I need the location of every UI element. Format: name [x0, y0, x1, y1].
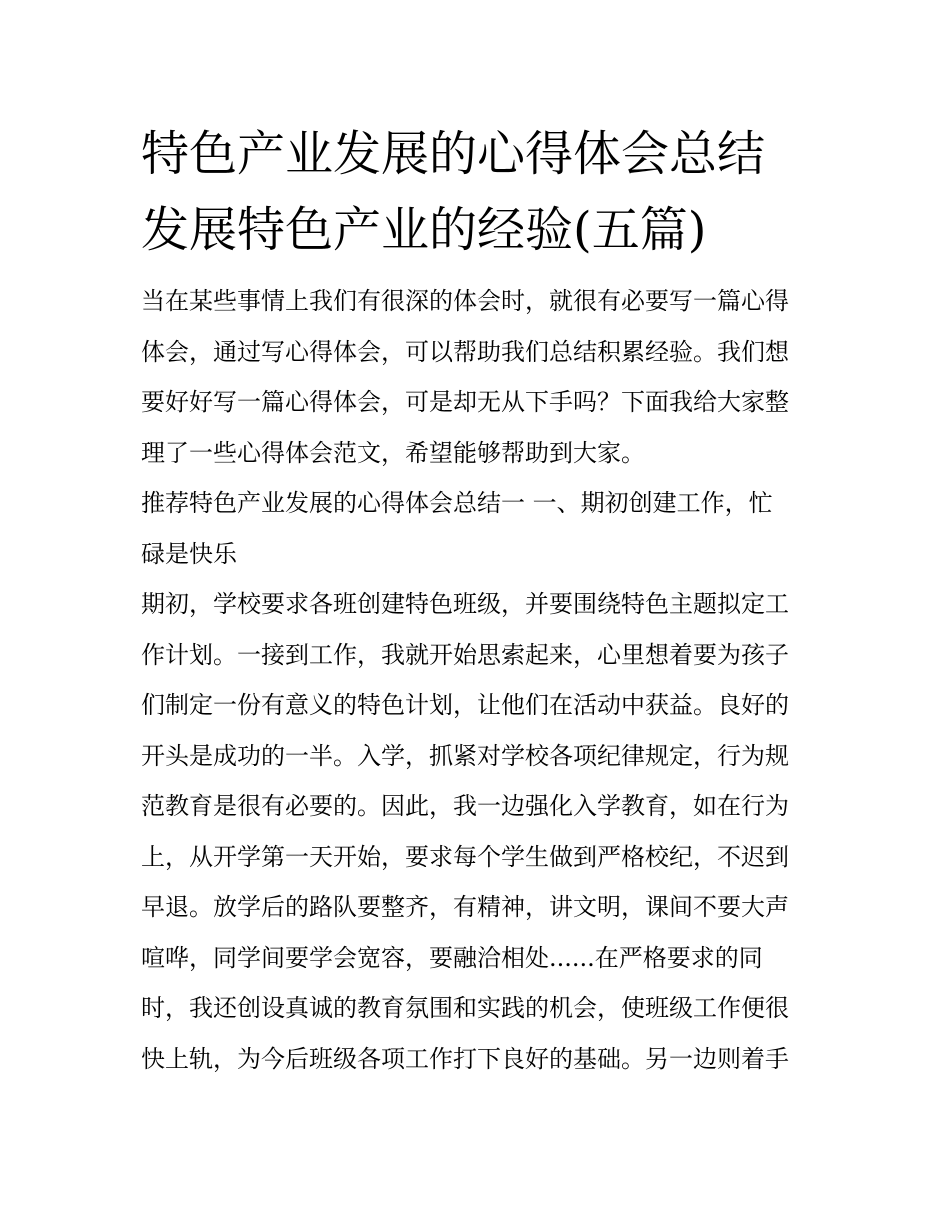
- text-line: 要好好写一篇心得体会，可是却无从下手吗？下面我给大家整: [141, 388, 789, 416]
- section-heading-paragraph: [141, 478, 816, 579]
- text-line: 推荐特色产业发展的心得体会总结一 一、期初创建工作，忙: [141, 489, 773, 517]
- document-title: [141, 116, 816, 268]
- text-line: 们制定一份有意义的特色计划，让他们在活动中获益。良好的: [141, 691, 789, 719]
- text-line: 喧哗，同学间要学会宽容，要融洽相处......在严格要求的同: [141, 943, 763, 972]
- text-line: 体会，通过写心得体会，可以帮助我们总结积累经验。我们想: [141, 337, 789, 366]
- text-line: 碌是快乐: [141, 539, 237, 568]
- text-line: 快上轨，为今后班级各项工作打下良好的基础。另一边则着手: [141, 1044, 789, 1073]
- title-line-2: 发展特色产业的经验(五篇): [141, 202, 707, 258]
- document-body: [141, 116, 816, 1084]
- text-line: 开头是成功的一半。入学，抓紧对学校各项纪律规定，行为规: [141, 741, 789, 770]
- text-line: 当在某些事情上我们有很深的体会时，就很有必要写一篇心得: [141, 287, 789, 315]
- intro-paragraph: [141, 276, 816, 478]
- text-line: 理了一些心得体会范文，希望能够帮助到大家。: [141, 438, 645, 467]
- text-line: 作计划。一接到工作，我就开始思索起来，心里想着要为孩子: [141, 640, 789, 669]
- text-line: 范教育是很有必要的。因此，我一边强化入学教育，如在行为: [141, 792, 789, 820]
- text-line: 时，我还创设真诚的教育氛围和实践的机会，使班级工作便很: [141, 994, 789, 1022]
- text-line: 期初，学校要求各班创建特色班级，并要围绕特色主题拟定工: [141, 590, 789, 618]
- text-line: 早退。放学后的路队要整齐，有精神，讲文明，课间不要大声: [141, 893, 789, 921]
- text-line: 上，从开学第一天开始，要求每个学生做到严格校纪，不迟到: [141, 842, 789, 871]
- title-line-1: 特色产业发展的心得体会总结: [141, 126, 766, 182]
- body-paragraph: [141, 579, 816, 1084]
